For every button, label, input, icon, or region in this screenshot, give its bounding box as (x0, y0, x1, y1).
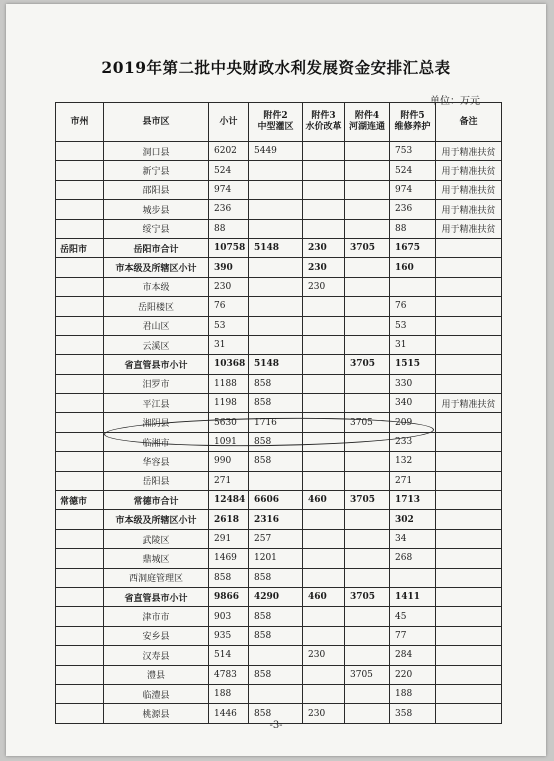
subtotal-cell: 974 (209, 180, 249, 199)
attachment-5-cell (390, 277, 436, 296)
attachment-3-cell (303, 297, 345, 316)
attachment-2-cell: 858 (249, 607, 303, 626)
attachment-2-cell (249, 258, 303, 277)
attachment-5-cell: 302 (390, 510, 436, 529)
note-cell (436, 684, 502, 703)
county-cell: 云溪区 (104, 335, 209, 354)
attachment-5-cell: 524 (390, 161, 436, 180)
note-cell (436, 452, 502, 471)
subtotal-cell: 88 (209, 219, 249, 238)
city-cell (56, 452, 104, 471)
city-cell (56, 277, 104, 296)
attachment-4-cell (345, 471, 390, 490)
city-cell (56, 646, 104, 665)
table-row (56, 413, 502, 432)
city-cell (56, 374, 104, 393)
subtotal-cell: 1091 (209, 432, 249, 451)
city-cell (56, 161, 104, 180)
table-row (56, 626, 502, 645)
note-cell (436, 335, 502, 354)
attachment-5-cell: 160 (390, 258, 436, 277)
attachment-2-cell (249, 297, 303, 316)
attachment-2-cell: 858 (249, 394, 303, 413)
attachment-2-cell: 6606 (249, 491, 303, 510)
city-cell (56, 258, 104, 277)
attachment-3-cell: 460 (303, 587, 345, 606)
attachment-4-cell (345, 335, 390, 354)
table-row (56, 258, 502, 277)
county-cell: 西洞庭管理区 (104, 568, 209, 587)
attachment-4-cell (345, 626, 390, 645)
attachment-2-cell: 858 (249, 665, 303, 684)
attachment-2-cell: 4290 (249, 587, 303, 606)
table-row (56, 394, 502, 413)
county-cell: 省直管县市小计 (104, 587, 209, 606)
attachment-5-cell: 209 (390, 413, 436, 432)
attachment-3-cell (303, 219, 345, 238)
table-row (56, 529, 502, 548)
attachment-2-cell (249, 200, 303, 219)
allocation-table (55, 102, 502, 724)
note-cell: 用于精准扶贫 (436, 200, 502, 219)
attachment-3-cell (303, 355, 345, 374)
attachment-4-cell: 3705 (345, 665, 390, 684)
table-row (56, 161, 502, 180)
subtotal-cell: 2618 (209, 510, 249, 529)
subtotal-cell: 6202 (209, 142, 249, 161)
attachment-3-cell (303, 452, 345, 471)
table-row (56, 374, 502, 393)
subtotal-cell: 1198 (209, 394, 249, 413)
county-cell: 临澧县 (104, 684, 209, 703)
attachment-4-cell (345, 297, 390, 316)
county-cell: 岳阳市合计 (104, 238, 209, 257)
subtotal-cell: 10368 (209, 355, 249, 374)
table-row (56, 491, 502, 510)
subtotal-cell: 9866 (209, 587, 249, 606)
note-cell (436, 529, 502, 548)
attachment-3-cell (303, 394, 345, 413)
note-cell (436, 297, 502, 316)
attachment-4-cell (345, 180, 390, 199)
note-cell (436, 549, 502, 568)
note-cell (436, 413, 502, 432)
county-cell: 华容县 (104, 452, 209, 471)
header-county: 县市区 (104, 103, 209, 142)
attachment-2-cell (249, 684, 303, 703)
note-cell (436, 374, 502, 393)
attachment-3-cell (303, 200, 345, 219)
table-row (56, 180, 502, 199)
table-row (56, 432, 502, 451)
attachment-3-cell (303, 549, 345, 568)
attachment-2-cell (249, 161, 303, 180)
subtotal-cell: 230 (209, 277, 249, 296)
attachment-3-cell (303, 316, 345, 335)
table-row (56, 200, 502, 219)
attachment-4-cell (345, 607, 390, 626)
county-cell: 市本级及所辖区小计 (104, 510, 209, 529)
subtotal-cell: 390 (209, 258, 249, 277)
unit-label: 单位：万元 (430, 96, 480, 107)
subtotal-cell: 990 (209, 452, 249, 471)
note-cell (436, 258, 502, 277)
note-cell (436, 238, 502, 257)
note-cell: 用于精准扶贫 (436, 219, 502, 238)
attachment-3-cell (303, 432, 345, 451)
attachment-4-cell: 3705 (345, 491, 390, 510)
note-cell: 用于精准扶贫 (436, 394, 502, 413)
subtotal-cell: 236 (209, 200, 249, 219)
city-cell (56, 665, 104, 684)
attachment-2-cell: 5449 (249, 142, 303, 161)
subtotal-cell: 858 (209, 568, 249, 587)
county-cell: 绥宁县 (104, 219, 209, 238)
county-cell: 汉寿县 (104, 646, 209, 665)
attachment-5-cell: 1713 (390, 491, 436, 510)
attachment-5-cell: 753 (390, 142, 436, 161)
city-cell: 岳阳市 (56, 238, 104, 257)
city-cell (56, 549, 104, 568)
subtotal-cell: 12484 (209, 491, 249, 510)
note-cell (436, 471, 502, 490)
subtotal-cell: 10758 (209, 238, 249, 257)
attachment-2-cell (249, 646, 303, 665)
attachment-4-cell (345, 142, 390, 161)
county-cell: 市本级及所辖区小计 (104, 258, 209, 277)
attachment-4-cell: 3705 (345, 413, 390, 432)
subtotal-cell: 903 (209, 607, 249, 626)
attachment-4-cell (345, 684, 390, 703)
city-cell (56, 471, 104, 490)
attachment-5-cell: 53 (390, 316, 436, 335)
county-cell: 新宁县 (104, 161, 209, 180)
city-cell (56, 335, 104, 354)
attachment-5-cell: 340 (390, 394, 436, 413)
subtotal-cell: 1446 (209, 704, 249, 723)
subtotal-cell: 76 (209, 297, 249, 316)
county-cell: 岳阳县 (104, 471, 209, 490)
table-row (56, 316, 502, 335)
county-cell: 常德市合计 (104, 491, 209, 510)
attachment-3-cell (303, 510, 345, 529)
attachment-3-cell (303, 471, 345, 490)
note-cell (436, 510, 502, 529)
county-cell: 临湘市 (104, 432, 209, 451)
note-cell (436, 277, 502, 296)
table-row (56, 704, 502, 723)
city-cell (56, 142, 104, 161)
table-row (56, 452, 502, 471)
county-cell: 汨罗市 (104, 374, 209, 393)
attachment-4-cell (345, 549, 390, 568)
attachment-5-cell: 974 (390, 180, 436, 199)
attachment-4-cell (345, 568, 390, 587)
attachment-4-cell: 3705 (345, 355, 390, 374)
attachment-2-cell: 858 (249, 568, 303, 587)
table-header-row (56, 103, 502, 142)
note-cell (436, 491, 502, 510)
city-cell (56, 200, 104, 219)
subtotal-cell: 5630 (209, 413, 249, 432)
subtotal-cell: 935 (209, 626, 249, 645)
city-cell (56, 607, 104, 626)
attachment-5-cell: 45 (390, 607, 436, 626)
table-row (56, 665, 502, 684)
attachment-5-cell: 236 (390, 200, 436, 219)
attachment-3-cell (303, 626, 345, 645)
county-cell: 省直管县市小计 (104, 355, 209, 374)
attachment-3-cell: 230 (303, 704, 345, 723)
attachment-3-cell (303, 413, 345, 432)
attachment-4-cell: 3705 (345, 238, 390, 257)
attachment-5-cell: 188 (390, 684, 436, 703)
city-cell (56, 587, 104, 606)
city-cell: 常德市 (56, 491, 104, 510)
attachment-2-cell: 858 (249, 626, 303, 645)
attachment-5-cell: 268 (390, 549, 436, 568)
attachment-5-cell: 31 (390, 335, 436, 354)
subtotal-cell: 291 (209, 529, 249, 548)
county-cell: 城步县 (104, 200, 209, 219)
attachment-5-cell: 220 (390, 665, 436, 684)
attachment-4-cell (345, 277, 390, 296)
city-cell (56, 432, 104, 451)
attachment-5-cell: 88 (390, 219, 436, 238)
county-cell: 岳阳楼区 (104, 297, 209, 316)
table-row (56, 607, 502, 626)
city-cell (56, 316, 104, 335)
attachment-3-cell (303, 568, 345, 587)
attachment-3-cell (303, 607, 345, 626)
subtotal-cell: 1188 (209, 374, 249, 393)
subtotal-cell: 271 (209, 471, 249, 490)
attachment-2-cell: 858 (249, 374, 303, 393)
note-cell (436, 704, 502, 723)
attachment-3-cell (303, 374, 345, 393)
subtotal-cell: 514 (209, 646, 249, 665)
note-cell (436, 432, 502, 451)
attachment-2-cell: 2316 (249, 510, 303, 529)
table-row (56, 219, 502, 238)
note-cell (436, 626, 502, 645)
city-cell (56, 394, 104, 413)
attachment-5-cell: 132 (390, 452, 436, 471)
city-cell (56, 704, 104, 723)
city-cell (56, 180, 104, 199)
attachment-3-cell: 230 (303, 646, 345, 665)
city-cell (56, 355, 104, 374)
table-row (56, 277, 502, 296)
attachment-5-cell: 1675 (390, 238, 436, 257)
table-row (56, 646, 502, 665)
subtotal-cell: 524 (209, 161, 249, 180)
table-row (56, 549, 502, 568)
attachment-4-cell (345, 394, 390, 413)
city-cell (56, 684, 104, 703)
city-cell (56, 510, 104, 529)
attachment-4-cell (345, 161, 390, 180)
city-cell (56, 568, 104, 587)
attachment-2-cell: 858 (249, 432, 303, 451)
table-row (56, 355, 502, 374)
header-attachment-5: 附件5 维修养护 (390, 103, 436, 142)
attachment-5-cell: 271 (390, 471, 436, 490)
subtotal-cell: 4783 (209, 665, 249, 684)
note-cell (436, 355, 502, 374)
attachment-2-cell: 858 (249, 704, 303, 723)
attachment-2-cell: 5148 (249, 355, 303, 374)
document-title: 2019年第二批中央财政水利发展资金安排汇总表 (101, 58, 451, 77)
attachment-3-cell: 230 (303, 238, 345, 257)
attachment-4-cell (345, 452, 390, 471)
note-cell: 用于精准扶贫 (436, 142, 502, 161)
city-cell (56, 297, 104, 316)
attachment-5-cell: 34 (390, 529, 436, 548)
table-row (56, 684, 502, 703)
attachment-2-cell (249, 316, 303, 335)
attachment-5-cell: 76 (390, 297, 436, 316)
header-subtotal: 小计 (209, 103, 249, 142)
attachment-4-cell: 3705 (345, 587, 390, 606)
attachment-3-cell (303, 684, 345, 703)
table-row (56, 568, 502, 587)
note-cell (436, 607, 502, 626)
header-note: 备注 (436, 103, 502, 142)
attachment-4-cell (345, 529, 390, 548)
city-cell (56, 626, 104, 645)
attachment-5-cell: 358 (390, 704, 436, 723)
attachment-3-cell (303, 142, 345, 161)
county-cell: 君山区 (104, 316, 209, 335)
attachment-2-cell: 257 (249, 529, 303, 548)
attachment-2-cell (249, 335, 303, 354)
note-cell: 用于精准扶贫 (436, 161, 502, 180)
county-cell: 澧县 (104, 665, 209, 684)
subtotal-cell: 53 (209, 316, 249, 335)
attachment-3-cell: 460 (303, 491, 345, 510)
attachment-3-cell (303, 161, 345, 180)
attachment-5-cell: 77 (390, 626, 436, 645)
attachment-4-cell (345, 219, 390, 238)
note-cell (436, 568, 502, 587)
attachment-2-cell (249, 219, 303, 238)
city-cell (56, 219, 104, 238)
county-cell: 桃源县 (104, 704, 209, 723)
attachment-3-cell: 230 (303, 258, 345, 277)
attachment-5-cell: 330 (390, 374, 436, 393)
table-row (56, 297, 502, 316)
attachment-2-cell (249, 180, 303, 199)
header-attachment-3: 附件3 水价改革 (303, 103, 345, 142)
county-cell: 邵阳县 (104, 180, 209, 199)
table-row (56, 238, 502, 257)
county-cell: 武陵区 (104, 529, 209, 548)
subtotal-cell: 31 (209, 335, 249, 354)
city-cell (56, 413, 104, 432)
note-cell (436, 587, 502, 606)
header-attachment-2: 附件2 中型灌区 (249, 103, 303, 142)
county-cell: 湘阴县 (104, 413, 209, 432)
attachment-5-cell: 233 (390, 432, 436, 451)
attachment-4-cell (345, 316, 390, 335)
table-row (56, 142, 502, 161)
attachment-4-cell (345, 374, 390, 393)
attachment-3-cell: 230 (303, 277, 345, 296)
attachment-4-cell (345, 510, 390, 529)
subtotal-cell: 1469 (209, 549, 249, 568)
attachment-3-cell (303, 529, 345, 548)
attachment-3-cell (303, 665, 345, 684)
note-cell (436, 316, 502, 335)
attachment-5-cell: 284 (390, 646, 436, 665)
county-cell: 津市市 (104, 607, 209, 626)
county-cell: 市本级 (104, 277, 209, 296)
table-row (56, 510, 502, 529)
attachment-4-cell (345, 432, 390, 451)
note-cell (436, 665, 502, 684)
table-row (56, 587, 502, 606)
subtotal-cell: 188 (209, 684, 249, 703)
county-cell: 鼎城区 (104, 549, 209, 568)
attachment-3-cell (303, 335, 345, 354)
attachment-5-cell: 1515 (390, 355, 436, 374)
county-cell: 安乡县 (104, 626, 209, 645)
attachment-2-cell: 858 (249, 452, 303, 471)
county-cell: 平江县 (104, 394, 209, 413)
attachment-2-cell: 1716 (249, 413, 303, 432)
attachment-5-cell (390, 568, 436, 587)
note-cell (436, 646, 502, 665)
attachment-3-cell (303, 180, 345, 199)
attachment-5-cell: 1411 (390, 587, 436, 606)
table-row (56, 335, 502, 354)
attachment-2-cell: 5148 (249, 238, 303, 257)
page-number: -3- (269, 720, 283, 731)
city-cell (56, 529, 104, 548)
attachment-4-cell (345, 646, 390, 665)
attachment-4-cell (345, 200, 390, 219)
attachment-2-cell (249, 471, 303, 490)
county-cell: 洞口县 (104, 142, 209, 161)
attachment-4-cell (345, 258, 390, 277)
header-attachment-4: 附件4 河湖连通 (345, 103, 390, 142)
attachment-4-cell (345, 704, 390, 723)
note-cell: 用于精准扶贫 (436, 180, 502, 199)
header-city: 市州 (56, 103, 104, 142)
attachment-2-cell (249, 277, 303, 296)
table-row (56, 471, 502, 490)
attachment-2-cell: 1201 (249, 549, 303, 568)
